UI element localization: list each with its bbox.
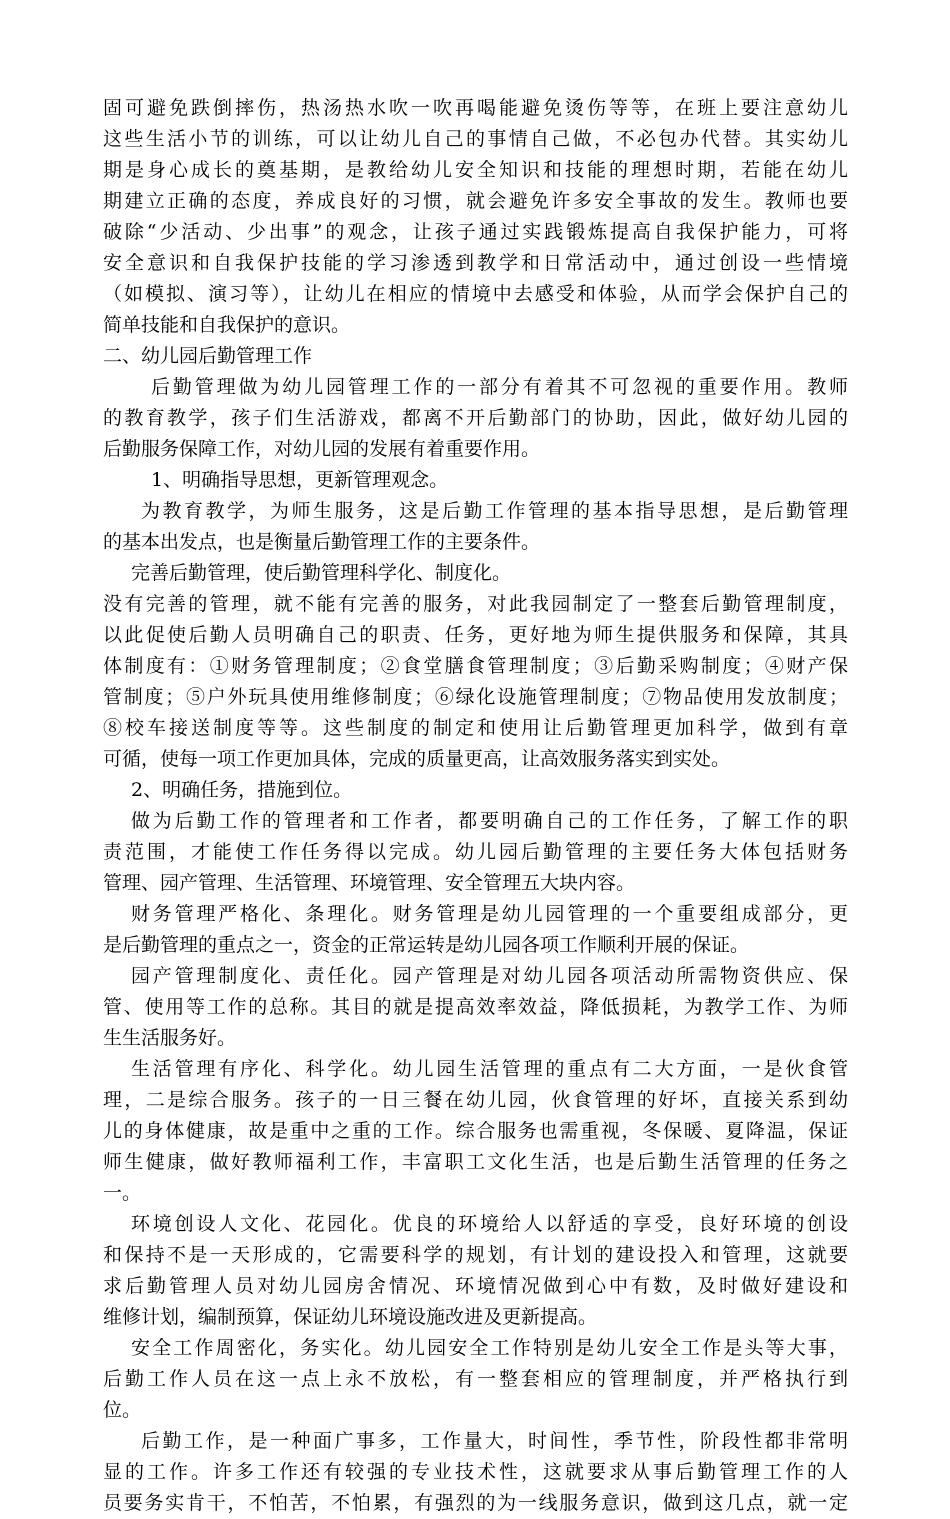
text-line: 管理、园产管理、生活管理、环境管理、安全管理五大块内容。 [103, 872, 636, 894]
text-line: 位。 [103, 1399, 142, 1421]
text-line: 是后勤管理的重点之一，资金的正常运转是幼儿园各项工作顺利开展的保证。 [103, 934, 750, 956]
text-line: 生生活服务好。 [103, 1027, 237, 1049]
text-line: 1、明确指导思想，更新管理观念。 [151, 469, 449, 491]
text-line: 求后勤管理人员对幼儿园房舍情况、环境情况做到心中有数，及时做好建设和 [103, 1275, 848, 1297]
text-line: 理，二是综合服务。孩子的一日三餐在幼儿园，伙食管理的好坏，直接关系到幼 [103, 1089, 848, 1111]
text-line: 期是身心成长的奠基期，是教给幼儿安全知识和技能的理想时期，若能在幼儿 [103, 159, 848, 181]
text-line: 师生健康，做好教师福利工作，丰富职工文化生活，也是后勤生活管理的任务之 [103, 1151, 848, 1173]
text-line: 没有完善的管理，就不能有完善的服务，对此我园制定了一整套后勤管理制度， [103, 593, 848, 615]
document-page [103, 93, 848, 1519]
text-line: 园产管理制度化、责任化。园产管理是对幼儿园各项活动所需物资供应、保 [131, 965, 848, 987]
text-line: 和保持不是一天形成的，它需要科学的规划，有计划的建设投入和管理，这就要 [103, 1244, 848, 1266]
text-line: 管、使用等工作的总称。其目的就是提高效率效益，降低损耗，为教学工作、为师 [103, 996, 848, 1018]
text-line: 维修计划，编制预算，保证幼儿环境设施改进及更新提高。 [103, 1306, 598, 1328]
text-line: 财务管理严格化、条理化。财务管理是幼儿园管理的一个重要组成部分，更 [131, 903, 848, 925]
text-line: 完善后勤管理，使后勤管理科学化、制度化。 [131, 562, 512, 584]
text-line: 简单技能和自我保护的意识。 [103, 314, 351, 336]
text-line: 体制度有：①财务管理制度；②食堂膳食管理制度；③后勤采购制度；④财产保 [103, 655, 848, 677]
text-line: 的基本出发点，也是衡量后勤管理工作的主要条件。 [103, 531, 541, 553]
text-line: 儿的身体健康，故是重中之重的工作。综合服务也需重视，冬保暖、夏降温，保证 [103, 1120, 848, 1142]
text-line: 后勤管理做为幼儿园管理工作的一部分有着其不可忽视的重要作用。教师 [151, 376, 848, 398]
text-line: 安全意识和自我保护技能的学习渗透到教学和日常活动中，通过创设一些情境 [103, 252, 848, 274]
text-line: 可循，使每一项工作更加具体，完成的质量更高，让高效服务落实到实处。 [103, 748, 731, 770]
text-line: 做为后勤工作的管理者和工作者，都要明确自己的工作任务，了解工作的职 [131, 810, 848, 832]
text-line: 破除“少活动、少出事”的观念，让孩子通过实践锻炼提高自我保护能力，可将 [103, 221, 848, 243]
text-line: 环境创设人文化、花园化。优良的环境给人以舒适的享受，良好环境的创设 [131, 1213, 848, 1235]
text-line: 为教育教学，为师生服务，这是后勤工作管理的基本指导思想，是后勤管理 [141, 500, 848, 522]
text-line: 责范围，才能使工作任务得以完成。幼儿园后勤管理的主要任务大体包括财务 [103, 841, 848, 863]
text-line: 固可避免跌倒摔伤，热汤热水吹一吹再喝能避免烫伤等等，在班上要注意幼儿 [103, 97, 848, 119]
text-line: 以此促使后勤人员明确自己的职责、任务，更好地为师生提供服务和保障，其具 [103, 624, 848, 646]
text-line: 二、幼儿园后勤管理工作 [103, 345, 313, 367]
text-line: 一。 [103, 1182, 142, 1204]
text-line: 后勤工作，是一种面广事多，工作量大，时间性，季节性，阶段性都非常明 [141, 1430, 848, 1452]
text-line: 后勤服务保障工作，对幼儿园的发展有着重要作用。 [103, 438, 541, 460]
text-line: 员要务实肯干，不怕苦，不怕累，有强烈的为一线服务意识，做到这几点，就一定 [103, 1492, 848, 1514]
text-line: 期建立正确的态度，养成良好的习惯，就会避免许多安全事故的发生。教师也要 [103, 190, 848, 212]
text-line: 的教育教学，孩子们生活游戏，都离不开后勤部门的协助，因此，做好幼儿园的 [103, 407, 848, 429]
text-line: 安全工作周密化，务实化。幼儿园安全工作特别是幼儿安全工作是头等大事， [131, 1337, 848, 1359]
text-line: ⑧校车接送制度等等。这些制度的制定和使用让后勤管理更加科学，做到有章 [103, 717, 848, 739]
text-line: （如模拟、演习等），让幼儿在相应的情境中去感受和体验，从而学会保护自己的 [103, 283, 848, 305]
text-line: 这些生活小节的训练，可以让幼儿自己的事情自己做，不必包办代替。其实幼儿 [103, 128, 848, 150]
text-line: 生活管理有序化、科学化。幼儿园生活管理的重点有二大方面，一是伙食管 [131, 1058, 848, 1080]
text-line: 显的工作。许多工作还有较强的专业技术性，这就要求从事后勤管理工作的人 [103, 1461, 848, 1483]
text-line: 2、明确任务，措施到位。 [131, 779, 353, 801]
text-line: 管制度；⑤户外玩具使用维修制度；⑥绿化设施管理制度；⑦物品使用发放制度； [103, 686, 848, 708]
text-line: 后勤工作人员在这一点上永不放松，有一整套相应的管理制度，并严格执行到 [103, 1368, 848, 1390]
